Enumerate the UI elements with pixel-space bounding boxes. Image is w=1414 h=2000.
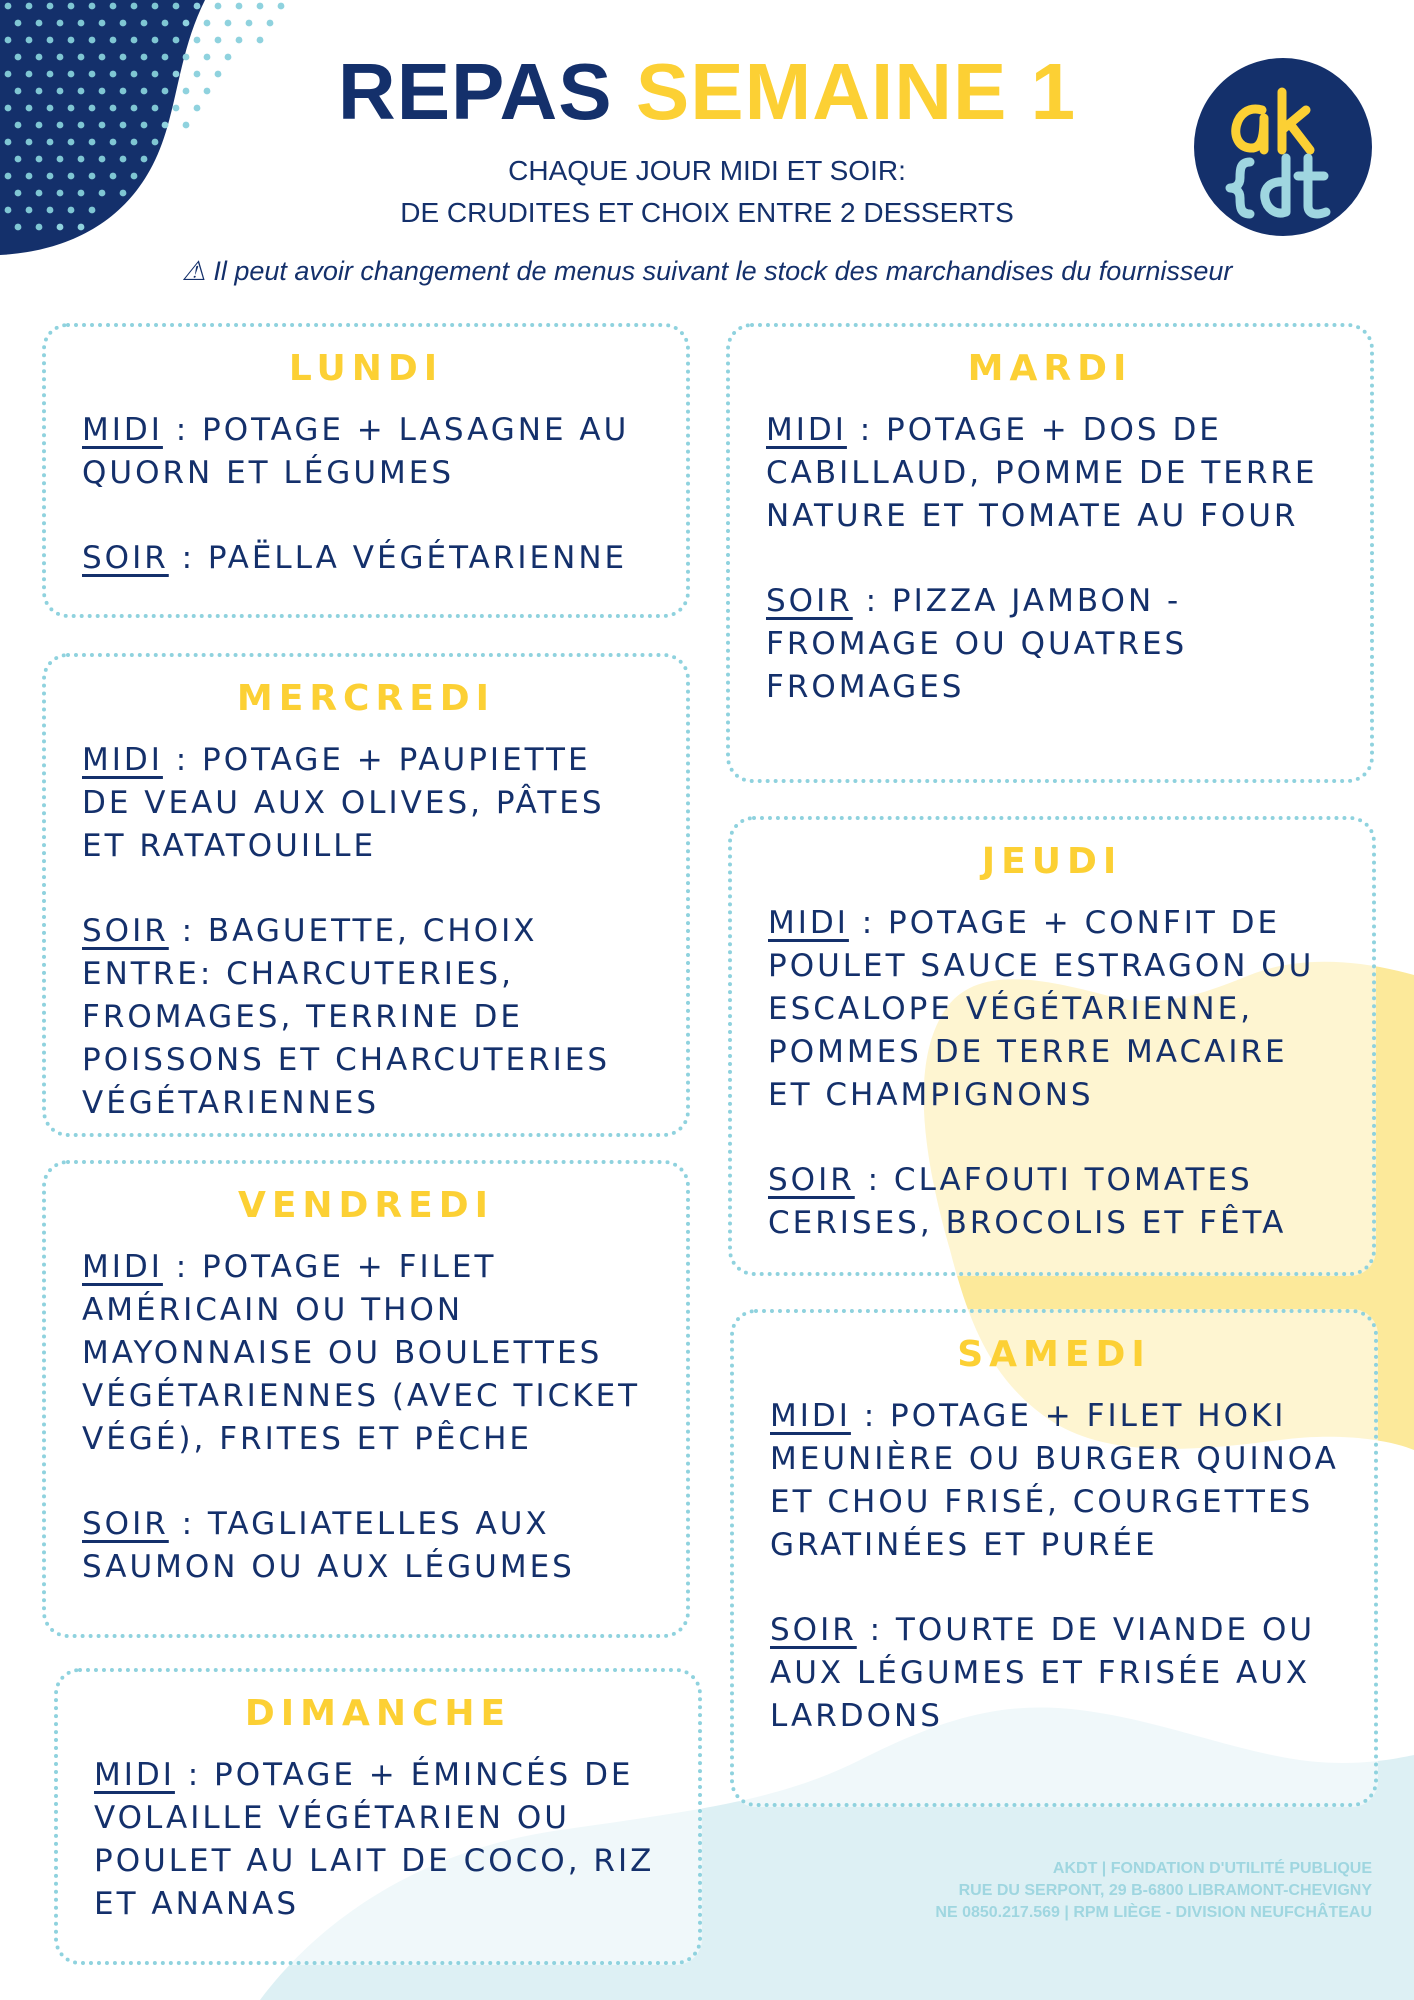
stock-notice: ⚠ Il peut avoir changement de menus suivant le stock des marchandises du fournisseur (181, 256, 1233, 286)
decor-dot (5, 139, 12, 146)
soir-label: SOIR (770, 1612, 857, 1648)
decor-dot (110, 139, 117, 146)
meal-midi-jeudi (732, 902, 1372, 1117)
decor-dot (47, 37, 54, 44)
decor-dot (26, 3, 33, 10)
decor-dot (131, 139, 138, 146)
decor-dot (152, 139, 159, 146)
midi-text: : POTAGE + DOS DE CABILLAUD, POMME DE TERRE NATURE ET TOMATE AU FOUR (766, 412, 1318, 534)
meal-soir-lundi (46, 537, 686, 580)
decor-dot (162, 20, 169, 27)
meal-soir-samedi (734, 1609, 1374, 1738)
meal-soir-vendredi (46, 1503, 686, 1589)
decor-dot (68, 3, 75, 10)
card-lundi (42, 323, 690, 618)
midi-text: : POTAGE + LASAGNE AU QUORN ET LÉGUMES (82, 412, 630, 491)
day-title-vendredi: VENDREDI (237, 1185, 495, 1226)
meal-midi-dimanche (58, 1754, 698, 1926)
day-title-mardi: MARDI (967, 348, 1133, 389)
meal-midi-mardi (730, 409, 1370, 538)
title-main: REPAS (337, 47, 613, 136)
card-vendredi (42, 1160, 690, 1638)
decor-dot (15, 20, 22, 27)
decor-dot (26, 139, 33, 146)
footer-line-2: RUE DU SERPONT, 29 B-6800 LIBRAMONT-CHEVIGNY (958, 1882, 1372, 1899)
decor-dot (110, 3, 117, 10)
card-mardi (726, 323, 1374, 783)
meal-midi-vendredi (46, 1246, 686, 1461)
decor-dot (89, 37, 96, 44)
decor-dot (204, 20, 211, 27)
akdt-logo (1194, 58, 1372, 236)
decor-dot (215, 37, 222, 44)
soir-label: SOIR (82, 913, 169, 949)
decor-dot (152, 3, 159, 10)
midi-label: MIDI (82, 412, 163, 448)
decor-dot (110, 37, 117, 44)
soir-text: : PAËLLA VÉGÉTARIENNE (168, 540, 628, 576)
decor-dot (5, 3, 12, 10)
midi-label: MIDI (766, 412, 847, 448)
midi-text: : POTAGE + FILET AMÉRICAIN OU THON MAYONNAISE OU BOULETTES VÉGÉTARIENNES (AVEC TICKET VÉGÉ), FRITES ET PÊCHE (82, 1249, 641, 1457)
subtitle-line-2: DE CRUDITES ET CHOIX ENTRE 2 DESSERTS (400, 197, 1014, 228)
day-title-lundi: LUNDI (288, 348, 444, 389)
decor-dot (278, 3, 285, 10)
card-samedi (730, 1309, 1378, 1807)
decor-dot (89, 3, 96, 10)
decor-dot (173, 3, 180, 10)
decor-dot (194, 37, 201, 44)
decor-dot (152, 37, 159, 44)
day-title-mercredi: MERCREDI (236, 678, 496, 719)
decor-dot (267, 20, 274, 27)
decor-dot (36, 20, 43, 27)
midi-label: MIDI (94, 1757, 175, 1793)
soir-text: : PIZZA JAMBON - FROMAGE OU QUATRES FROMAGES (766, 583, 1188, 705)
day-title-samedi: SAMEDI (957, 1334, 1151, 1375)
soir-text: : BAGUETTE, CHOIX ENTRE: CHARCUTERIES, FROMAGES, TERRINE DE POISSONS ET CHARCUTERIES VÉGÉTARIENNES (82, 913, 611, 1121)
decor-dot (68, 37, 75, 44)
meal-midi-mercredi (46, 739, 686, 868)
card-jeudi (728, 816, 1376, 1276)
midi-label: MIDI (82, 1249, 163, 1285)
decor-dot (26, 37, 33, 44)
decor-dot (257, 37, 264, 44)
decor-dot (47, 139, 54, 146)
decor-dot (99, 20, 106, 27)
decor-dot (131, 3, 138, 10)
decor-dot (215, 3, 222, 10)
decor-dot (78, 20, 85, 27)
meal-soir-mercredi (46, 910, 686, 1125)
decor-dot (57, 20, 64, 27)
decor-dot (131, 37, 138, 44)
decor-dot (225, 20, 232, 27)
decor-dot (236, 37, 243, 44)
midi-label: MIDI (768, 905, 849, 941)
decor-dot (194, 3, 201, 10)
decor-dot (246, 20, 253, 27)
decor-dot (173, 37, 180, 44)
decor-dot (47, 3, 54, 10)
footer-line-3: NE 0850.217.569 | RPM LIÈGE - DIVISION NEUFCHÂTEAU (935, 1904, 1372, 1921)
decor-dot (183, 20, 190, 27)
soir-label: SOIR (768, 1162, 855, 1198)
subtitle-line-1: CHAQUE JOUR MIDI ET SOIR: (508, 155, 906, 186)
midi-label: MIDI (82, 742, 163, 778)
soir-label: SOIR (82, 1506, 169, 1542)
title-accent: SEMAINE 1 (635, 47, 1077, 136)
decor-dot (68, 139, 75, 146)
soir-text: : CLAFOUTI TOMATES CERISES, BROCOLIS ET FÊTA (768, 1162, 1287, 1241)
day-title-jeudi: JEUDI (981, 841, 1123, 882)
midi-text: : POTAGE + CONFIT DE POULET SAUCE ESTRAGON OU ESCALOPE VÉGÉTARIENNE, POMMES DE TERRE MACAIRE ET CHAMPIGNONS (768, 905, 1315, 1113)
midi-text: : POTAGE + ÉMINCÉS DE VOLAILLE VÉGÉTARIEN OU POULET AU LAIT DE COCO, RIZ ET ANANAS (94, 1757, 655, 1922)
card-mercredi (42, 653, 690, 1137)
soir-label: SOIR (82, 540, 169, 576)
meal-soir-jeudi (732, 1159, 1372, 1245)
footer-address (935, 1858, 1372, 1924)
meal-midi-samedi (734, 1395, 1374, 1567)
decor-dot (141, 20, 148, 27)
midi-label: MIDI (770, 1398, 851, 1434)
midi-text: : POTAGE + PAUPIETTE DE VEAU AUX OLIVES, PÂTES ET RATATOUILLE (82, 742, 605, 864)
meal-soir-mardi (730, 580, 1370, 709)
midi-text: : POTAGE + FILET HOKI MEUNIÈRE OU BURGER QUINOA ET CHOU FRISÉ, COURGETTES GRATINÉES ET PURÉE (770, 1398, 1339, 1563)
decor-dot (89, 139, 96, 146)
meal-midi-lundi (46, 409, 686, 495)
decor-dot (5, 37, 12, 44)
decor-dot (257, 3, 264, 10)
decor-dot (236, 3, 243, 10)
soir-text: : TOURTE DE VIANDE OU AUX LÉGUMES ET FRISÉE AUX LARDONS (770, 1612, 1316, 1734)
footer-line-1: AKDT | FONDATION D'UTILITÉ PUBLIQUE (1052, 1860, 1372, 1877)
card-dimanche (54, 1668, 702, 1965)
decor-dot (120, 20, 127, 27)
day-title-dimanche: DIMANCHE (244, 1693, 512, 1734)
soir-text: : TAGLIATELLES AUX SAUMON OU AUX LÉGUMES (82, 1506, 575, 1585)
soir-label: SOIR (766, 583, 853, 619)
